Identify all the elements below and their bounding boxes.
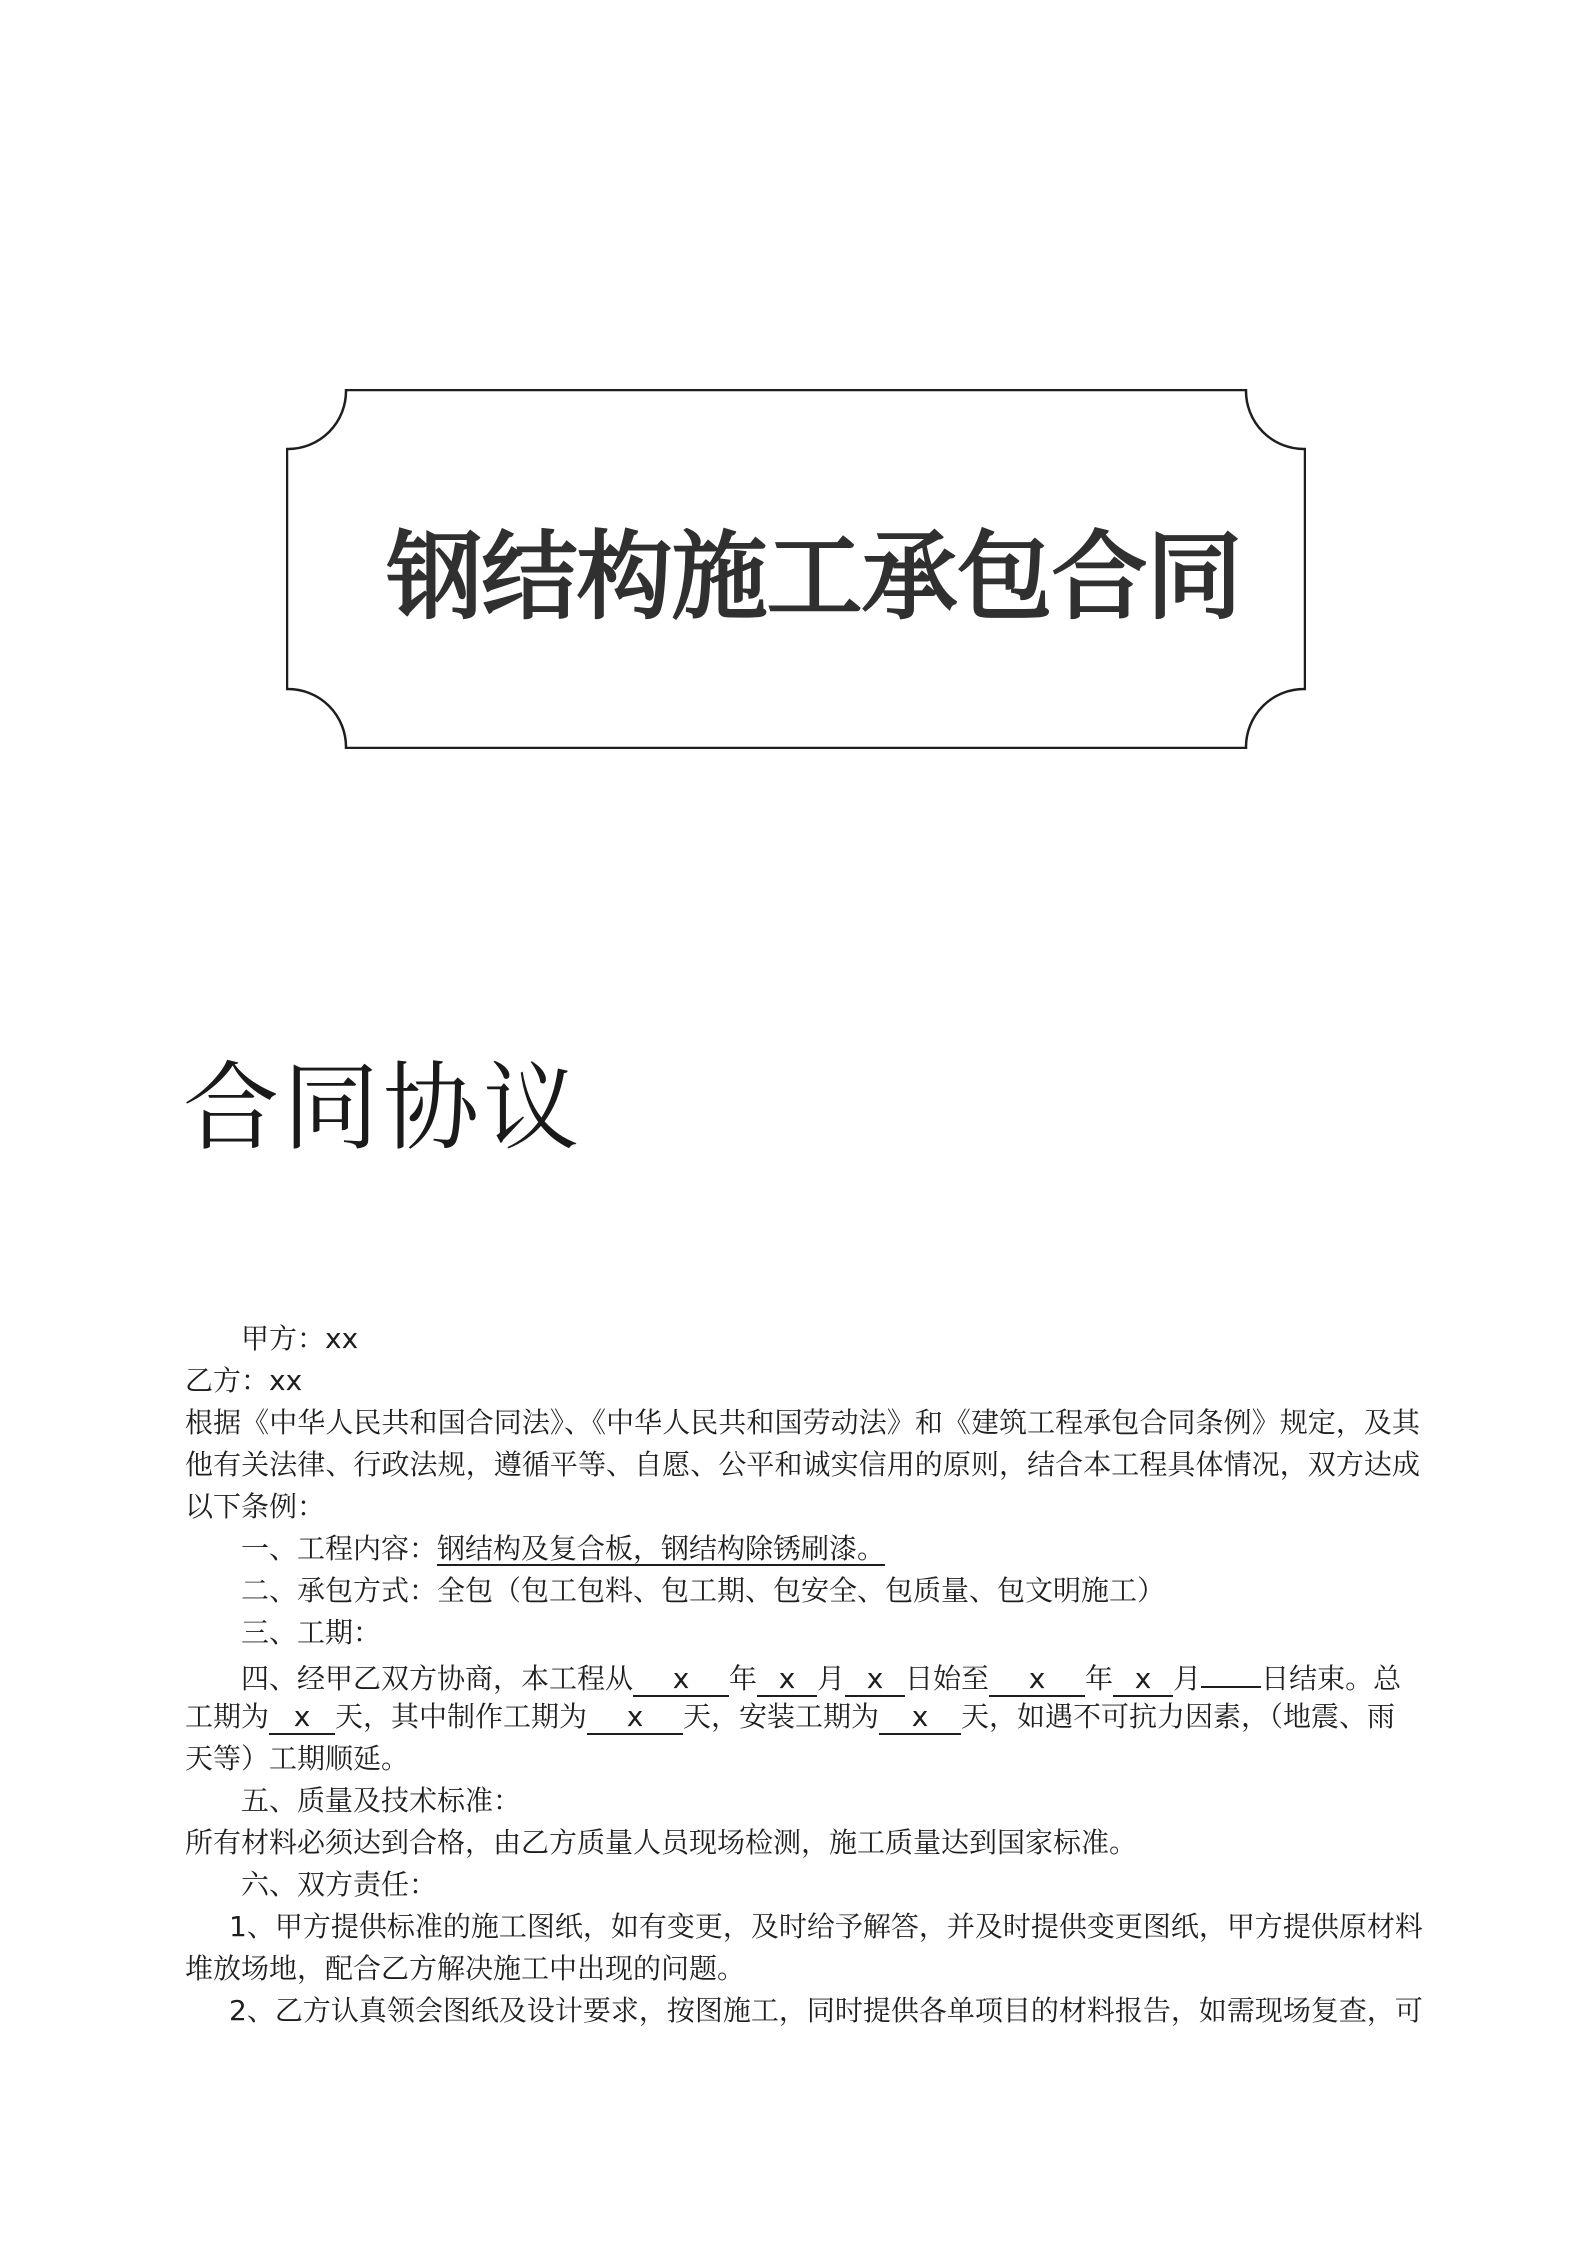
text-force-majeure: 天，如遇不可抗力因素，（地震、雨 <box>961 1700 1396 1733</box>
text-start: 日始至 <box>905 1662 990 1695</box>
text-total-period: 工期为 <box>185 1700 270 1733</box>
responsibility-1-line-1: 1、甲方提供标准的施工图纸，如有变更，及时给予解答，并及时提供变更图纸，甲方提供原材料 <box>229 1910 1423 1943</box>
clause-4-text: 四、经甲乙双方协商，本工程从 <box>241 1662 634 1695</box>
text-install-period: 天，安装工期为 <box>683 1700 880 1733</box>
blank-make-days: x <box>587 1701 683 1735</box>
contract-body <box>185 1318 1423 2032</box>
unit-month-2: 月 <box>1173 1662 1202 1695</box>
section-heading: 合同协议 <box>183 1052 583 1164</box>
blank-start-day: x <box>845 1663 905 1697</box>
unit-year-2: 年 <box>1085 1662 1114 1695</box>
clause-3: 三、工期： <box>241 1616 382 1649</box>
clause-4-line-2 <box>185 1696 1420 1738</box>
blank-end-day <box>1201 1654 1261 1688</box>
blank-start-year: x <box>633 1663 729 1697</box>
clause-5-text: 所有材料必须达到合格，由乙方质量人员现场检测，施工质量达到国家标准。 <box>185 1826 1138 1859</box>
blank-end-year: x <box>989 1663 1085 1697</box>
preamble-line-2: 他有关法律、行政法规，遵循平等、自愿、公平和诚实信用的原则，结合本工程具体情况，双方达成 <box>185 1448 1420 1481</box>
clause-4-line-3: 天等）工期顺延。 <box>185 1742 410 1775</box>
unit-month: 月 <box>817 1662 846 1695</box>
clause-1-label: 一、工程内容： <box>241 1532 438 1565</box>
clause-2: 二、承包方式：全包（包工包料、包工期、包安全、包质量、包文明施工） <box>241 1574 1166 1607</box>
blank-install-days: x <box>879 1701 961 1735</box>
clause-6: 六、双方责任： <box>241 1868 438 1901</box>
unit-year: 年 <box>729 1662 758 1695</box>
clause-4-line-1 <box>185 1654 1420 1696</box>
preamble-line-3: 以下条例： <box>185 1490 326 1523</box>
party-b: 乙方：xx <box>185 1364 303 1397</box>
text-make-period: 天，其中制作工期为 <box>335 1700 588 1733</box>
clause-5: 五、质量及技术标准： <box>241 1784 522 1817</box>
clause-1 <box>185 1528 1420 1570</box>
clause-1-value: 钢结构及复合板，钢结构除锈刷漆。 <box>437 1532 886 1565</box>
party-a: 甲方：xx <box>241 1322 359 1355</box>
document-title: 钢结构施工承包合同 <box>386 520 1242 633</box>
blank-total-days: x <box>269 1701 335 1735</box>
responsibility-2-line-1: 2、乙方认真领会图纸及设计要求，按图施工，同时提供各单项目的材料报告，如需现场复查，可 <box>229 1994 1423 2027</box>
text-end: 日结束。总 <box>1261 1662 1402 1695</box>
preamble-line-1: 根据《中华人民共和国合同法》、《中华人民共和国劳动法》和《建筑工程承包合同条例》规定，及其 <box>185 1406 1420 1439</box>
cover-title-frame <box>286 389 1306 749</box>
blank-start-month: x <box>757 1663 817 1697</box>
blank-end-month: x <box>1113 1663 1173 1697</box>
responsibility-1-line-2: 堆放场地，配合乙方解决施工中出现的问题。 <box>185 1952 746 1985</box>
